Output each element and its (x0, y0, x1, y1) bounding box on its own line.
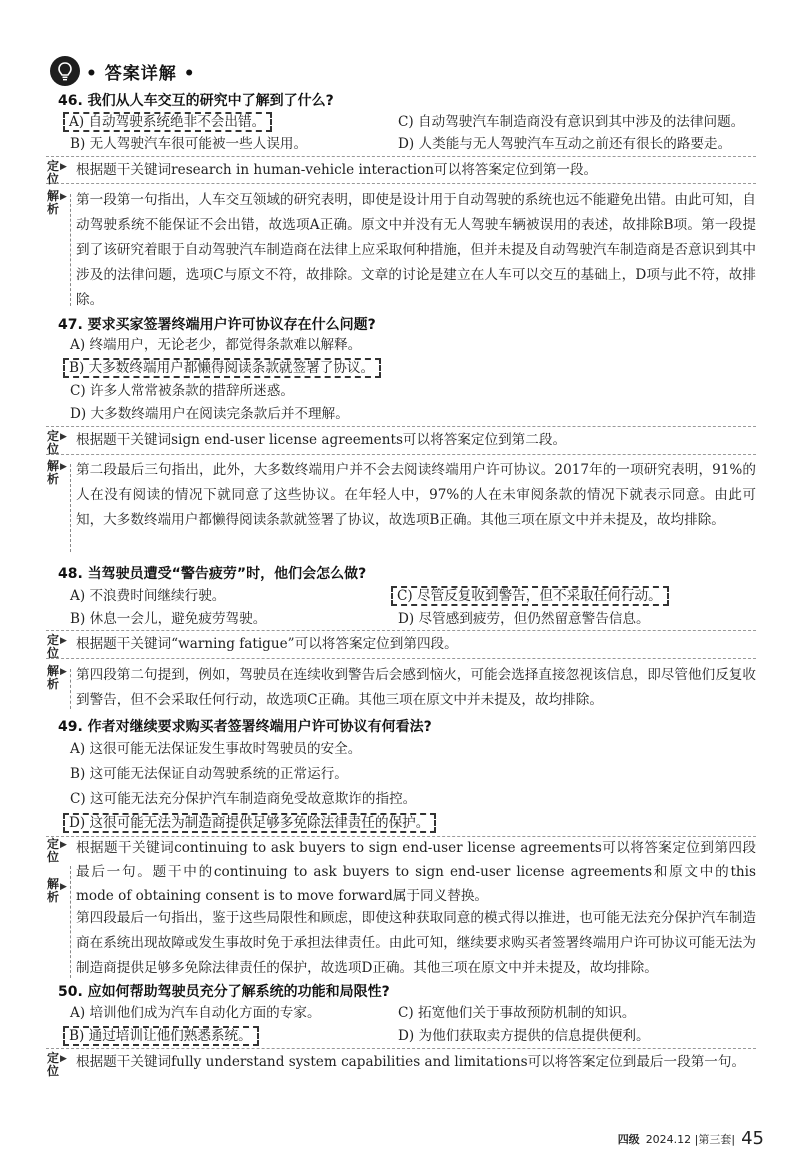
correct-answer-box: C) 尽管反复收到警告，但不采取任何行动。 (391, 586, 669, 606)
q46-option-a (70, 113, 272, 131)
arrow-icon: ▶ (60, 882, 67, 892)
question-49-title: 49. 作者对继续要求购买者签署终端用户许可协议有何看法? (58, 719, 432, 735)
question-47-title: 47. 要求买家签署终端用户许可协议存在什么问题? (58, 317, 376, 333)
analysis-text: 第四段最后一句指出，鉴于这些局限性和顾虑，即使这种获取同意的模式得以推进，也可能无法充分保护汽车制造商在系统出现故障或发生事故时免于承担法律责任。由此可知，继续要求购买者签署终端用户许可协议可能无法为制造商提供足够多免除法律责任的保护，故选项D正确。其他三项在原文中并未提及，故均排除。 (76, 910, 756, 976)
divider (46, 1048, 756, 1049)
section-title: • 答案详解 • (86, 63, 196, 84)
q50-option-c: C) 拓宽他们关于事故预防机制的知识。 (398, 1005, 636, 1021)
q48-option-c (398, 587, 669, 605)
divider (46, 630, 756, 631)
divider (46, 658, 756, 659)
q50-option-a: A) 培训他们成为汽车自动化方面的专家。 (70, 1005, 321, 1021)
q48-option-b: B) 休息一会儿，避免疲劳驾驶。 (70, 611, 267, 627)
locate-text: 根据题干关键词sign end-user license agreements可以将答案定位到第二段。 (76, 432, 567, 448)
divider (46, 156, 756, 157)
q46-analysis (46, 188, 756, 313)
lightbulb-icon (50, 56, 80, 86)
locate-label: 定位 (46, 159, 59, 186)
q46-locate (46, 158, 756, 184)
analysis-label: 解析 (46, 664, 59, 691)
q49-option-b: B) 这可能无法保证自动驾驶系统的正常运行。 (70, 766, 348, 782)
q47-option-c: C) 许多人常常被条款的措辞所迷惑。 (70, 383, 294, 399)
question-48-title: 48. 当驾驶员遭受“警告疲劳”时，他们会怎么做? (58, 566, 367, 582)
locate-label: 定位 (46, 1051, 59, 1078)
q50-option-b (70, 1027, 259, 1045)
divider (46, 454, 756, 455)
q47-option-b (70, 359, 381, 377)
page-footer (618, 1128, 764, 1149)
arrow-icon: ▶ (60, 1054, 67, 1064)
page-number: 45 (741, 1128, 764, 1149)
locate-text: 根据题干关键词“warning fatigue”可以将答案定位到第四段。 (76, 636, 458, 652)
correct-answer-box: A) 自动驾驶系统绝非不会出错。 (63, 112, 272, 132)
q50-locate (46, 1050, 756, 1076)
footer-issue: 2024.12 |第三套| (645, 1132, 736, 1146)
arrow-icon: ▶ (60, 462, 67, 472)
arrow-icon: ▶ (60, 667, 67, 677)
q48-option-a: A) 不浪费时间继续行驶。 (70, 588, 226, 604)
divider (46, 183, 756, 184)
q47-locate (46, 428, 756, 454)
arrow-icon: ▶ (60, 432, 67, 442)
q48-option-d: D) 尽管感到疲劳，但仍然留意警告信息。 (398, 611, 650, 627)
locate-label: 定位 (46, 837, 59, 864)
q47-analysis (46, 458, 756, 558)
locate-text: 根据题干关键词research in human-vehicle interaction可以将答案定位到第一段。 (76, 162, 598, 178)
divider (46, 426, 756, 427)
q47-option-d: D) 大多数终端用户在阅读完条款后并不理解。 (70, 406, 349, 422)
question-46-title: 46. 我们从人车交互的研究中了解到了什么? (58, 93, 334, 109)
analysis-label: 解析 (46, 189, 59, 216)
question-50-title: 50. 应如何帮助驾驶员充分了解系统的功能和局限性? (58, 984, 390, 1000)
section-header (50, 54, 196, 88)
q49-locate (46, 836, 756, 902)
locate-label: 定位 (46, 633, 59, 660)
arrow-icon: ▶ (60, 636, 67, 646)
correct-answer-box: D) 这很可能无法为制造商提供足够多免除法律责任的保护。 (63, 813, 436, 833)
arrow-icon: ▶ (60, 192, 67, 202)
q46-option-d: D) 人类能与无人驾驶汽车互动之前还有很长的路要走。 (398, 136, 732, 152)
q49-analysis (46, 877, 756, 986)
arrow-icon: ▶ (60, 162, 67, 172)
arrow-icon: ▶ (60, 840, 67, 850)
q48-analysis (46, 663, 756, 715)
q49-option-c: C) 这可能无法充分保护汽车制造商免受故意欺诈的指控。 (70, 791, 417, 807)
locate-label: 定位 (46, 429, 59, 456)
q46-option-b: B) 无人驾驶汽车很可能被一些人误用。 (70, 136, 308, 152)
locate-text: 根据题干关键词fully understand system capabilities and limitations可以将答案定位到最后一段第一句。 (76, 1054, 746, 1070)
q46-option-c: C) 自动驾驶汽车制造商没有意识到其中涉及的法律问题。 (398, 114, 745, 130)
footer-grade: 四级 (617, 1132, 640, 1146)
correct-answer-box: B) 大多数终端用户都懒得阅读条款就签署了协议。 (63, 358, 381, 378)
q50-option-d: D) 为他们获取卖方提供的信息提供便利。 (398, 1028, 650, 1044)
analysis-text: 第二段最后三句指出，此外，大多数终端用户并不会去阅读终端用户许可协议。2017年的一项研究表明，91%的人在没有阅读的情况下就同意了这些协议。在年轻人中，97%的人在未审阅条款的情况下就表示同意。由此可知，大多数终端用户都懒得阅读条款就签署了协议，故选项B正确。其他三项在原文中并未提及，故均排除。 (76, 462, 756, 528)
q47-option-a: A) 终端用户，无论老少，都觉得条款难以解释。 (70, 337, 362, 353)
correct-answer-box: B) 通过培训让他们熟悉系统。 (63, 1026, 259, 1046)
locate-text: 根据题干关键词continuing to ask buyers to sign end-user license agreements可以将答案定位到第四段最后一句。题干中的continuing to ask buyers to sign end-user license agreements和原文中的this mode of obtaining consent is to move forward属于同义替换。 (76, 840, 756, 904)
analysis-label: 解析 (46, 877, 59, 904)
analysis-text: 第四段第二句提到，例如，驾驶员在连续收到警告后会感到恼火，可能会选择直接忽视该信息，即尽管他们反复收到警告，但不会采取任何行动，故选项C正确。其他三项在原文中并未提及，故均排除。 (76, 667, 756, 708)
analysis-label: 解析 (46, 459, 59, 486)
q49-option-d (70, 814, 436, 832)
analysis-text: 第一段第一句指出，人车交互领域的研究表明，即使是设计用于自动驾驶的系统也远不能避免出错。由此可知，自动驾驶系统不能保证不会出错，故选项A正确。原文中并没有无人驾驶车辆被误用的表述，故排除B项。第一段提到了该研究着眼于自动驾驶汽车制造商在法律上应采取何种措施，但并未提及自动驾驶汽车制造商是否意识到其中涉及的法律问题，选项C与原文不符，故排除。文章的讨论是建立在人车可以交互的基础上，D项与此不符，故排除。 (76, 192, 756, 308)
q48-locate (46, 632, 756, 658)
q49-option-a: A) 这很可能无法保证发生事故时驾驶员的安全。 (70, 741, 362, 757)
